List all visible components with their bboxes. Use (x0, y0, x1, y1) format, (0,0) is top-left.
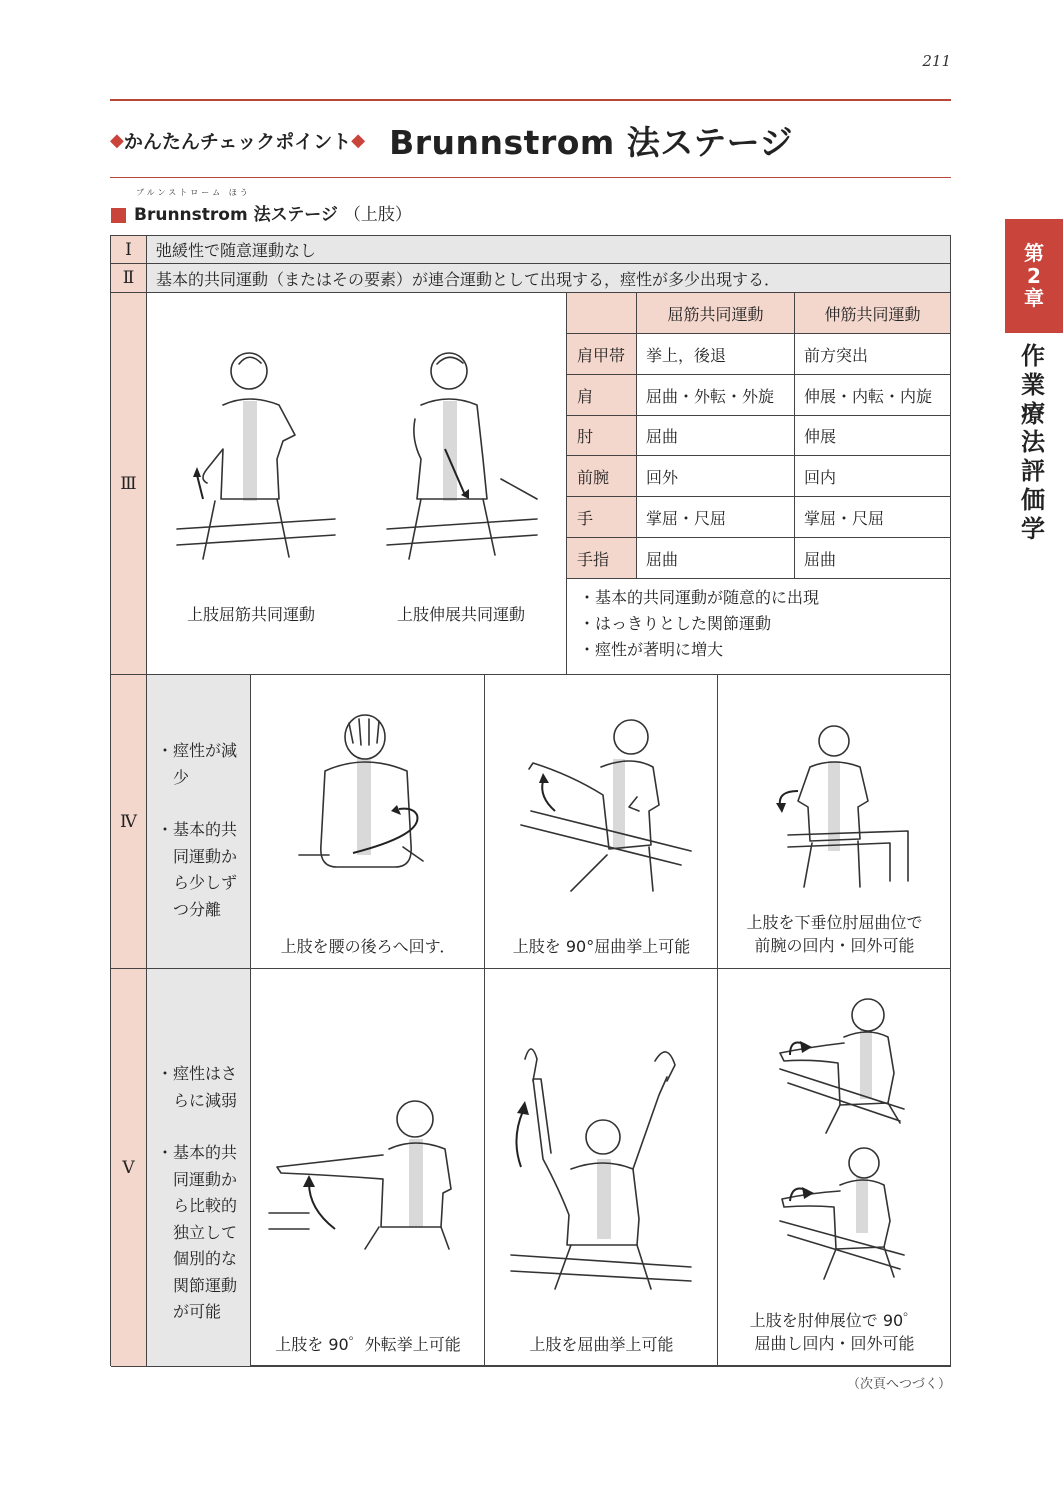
figure-caption (718, 1309, 951, 1355)
page-number: 211 (922, 52, 951, 70)
stage-numeral: Ⅱ (111, 264, 147, 293)
synergy-joint: 手指 (567, 538, 637, 579)
synergy-extensor-value: 伸展 (795, 416, 951, 456)
synergy-joint: 肩甲帯 (567, 334, 637, 375)
chapter-label: 作業療法評価学 (1021, 342, 1045, 543)
synergy-joint: 肩 (567, 375, 637, 416)
chapter-tab (1005, 219, 1063, 333)
section-ruby: ブルンストローム ほう (136, 188, 251, 197)
section-title-text: Brunnstrom 法ステージ (134, 205, 338, 225)
stage-numeral: Ⅰ (111, 236, 147, 264)
bullet-item: ・基本的共同運動から比較的独立して個別的な関節運動が可能 (157, 1143, 238, 1321)
seated-back-view-figure-icon (299, 715, 439, 890)
seated-arm-forward-figure-icon (521, 715, 691, 895)
figure-caption: 上肢を腰の後ろへ回す． (280, 937, 456, 956)
synergy-flexor-value: 屈曲 (637, 416, 795, 456)
header-bottom-rule (110, 177, 951, 178)
seated-arm-abduction-figure-icon (269, 1099, 469, 1249)
stage-numeral: Ⅲ (111, 293, 147, 675)
seated-arms-raised-figure-icon (511, 1019, 691, 1289)
synergy-joint: 肘 (567, 416, 637, 456)
note-item: ・痙性が著明に増大 (579, 640, 724, 659)
synergy-extensor-value: 屈曲 (795, 538, 951, 579)
header-kicker-text: かんたんチェックポイント (123, 130, 352, 153)
figure-caption: 上肢を 90°屈曲挙上可能 (512, 937, 691, 956)
synergy-flexor-value: 掌屈・尺屈 (637, 497, 795, 538)
seated-arm-rotation-figure-icon (770, 993, 920, 1283)
stage-5-figure-3 (718, 969, 951, 1367)
page-header (110, 112, 951, 168)
synergy-extensor-value: 掌屈・尺屈 (795, 497, 951, 538)
stage-4-figure-3 (718, 675, 951, 969)
chapter-tab-line: 第 (1024, 241, 1044, 266)
synergy-header-flexor: 屈筋共同運動 (637, 293, 795, 334)
stage-4-figure-1 (251, 675, 485, 969)
header-kicker (110, 127, 365, 154)
section-title (111, 188, 412, 225)
figure-caption: 上肢屈筋共同運動 (186, 605, 315, 624)
synergy-table-corner (567, 293, 637, 334)
synergy-extensor-value: 前方突出 (795, 334, 951, 375)
caption-line: 屈曲し回内・回外可能 (754, 1334, 915, 1353)
page-title: Brunnstrom 法ステージ (389, 122, 793, 162)
caption-line: 上肢を下垂位肘屈曲位で (746, 913, 923, 932)
stage-5-bullets (147, 969, 251, 1367)
figure-caption: 上肢伸展共同運動 (396, 605, 525, 624)
stage-3-figures (147, 293, 567, 675)
bullet-item: ・基本的共同運動から少しずつ分離 (157, 820, 238, 919)
synergy-joint: 手 (567, 497, 637, 538)
diamond-icon: ◆ (351, 129, 366, 151)
figure-caption: 上肢を屈曲挙上可能 (529, 1335, 674, 1354)
stage-5-figure-2 (485, 969, 718, 1367)
synergy-extensor-value: 回内 (795, 456, 951, 497)
synergy-joint: 前腕 (567, 456, 637, 497)
caption-line: 上肢を肘伸展位で 90゜ (749, 1311, 920, 1330)
stage-4-figure-2 (485, 675, 718, 969)
seated-figure-flexion-icon (177, 349, 337, 579)
bullet-item: ・痙性はさらに減弱 (157, 1064, 238, 1110)
note-item: ・はっきりとした関節運動 (579, 614, 772, 633)
bullet-item: ・痙性が減少 (157, 741, 238, 787)
continued-note: （次頁へつづく） (846, 1377, 951, 1392)
note-item: ・基本的共同運動が随意的に出現 (579, 588, 820, 607)
stage-numeral: Ⅴ (111, 969, 147, 1367)
stage-5-figure-1 (251, 969, 485, 1367)
synergy-flexor-value: 屈曲 (637, 538, 795, 579)
synergy-flexor-value: 挙上，後退 (637, 334, 795, 375)
chapter-tab-line: 章 (1024, 286, 1044, 311)
synergy-header-extensor: 伸筋共同運動 (795, 293, 951, 334)
seated-forearm-rotation-figure-icon (768, 721, 908, 891)
brunnstrom-table (110, 235, 951, 1366)
stage-numeral: Ⅳ (111, 675, 147, 969)
chapter-tab-line: 2 (1027, 263, 1041, 288)
stage-description: 弛緩性で随意運動なし (147, 236, 951, 264)
synergy-flexor-value: 回外 (637, 456, 795, 497)
figure-caption: 上肢を 90゜外転挙上可能 (275, 1335, 461, 1354)
diamond-icon: ◆ (110, 129, 124, 151)
section-title-main (134, 188, 338, 225)
figure-caption (718, 911, 951, 957)
square-bullet-icon (111, 208, 126, 223)
stage-3-notes (567, 579, 951, 675)
header-top-rule (110, 99, 951, 101)
stage-4-bullets (147, 675, 251, 969)
section-subtitle: （上肢） (343, 205, 412, 225)
stage-description: 基本的共同運動（またはその要素）が連合運動として出現する，痙性が多少出現する． (147, 264, 951, 293)
seated-figure-extension-icon (387, 349, 547, 579)
caption-line: 前腕の回内・回外可能 (754, 936, 915, 955)
synergy-extensor-value: 伸展・内転・内旋 (795, 375, 951, 416)
synergy-flexor-value: 屈曲・外転・外旋 (637, 375, 795, 416)
